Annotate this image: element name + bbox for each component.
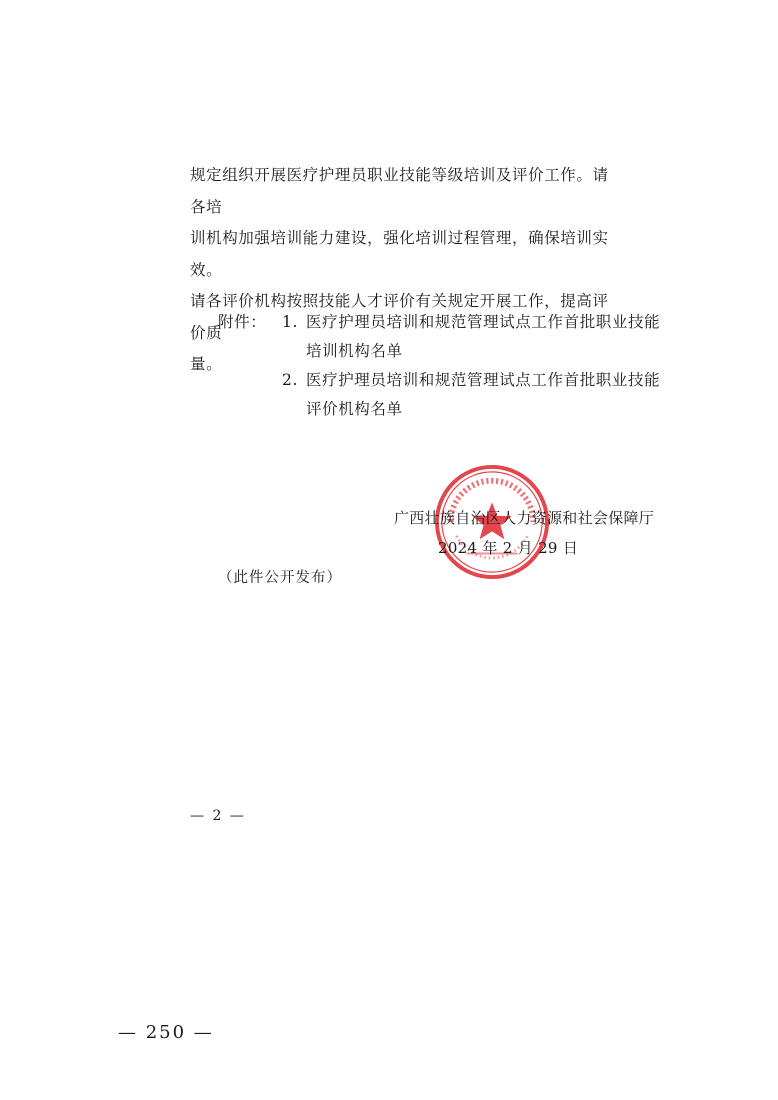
attachment-title-line: 评价机构名单 xyxy=(306,400,403,418)
attachment-title-line: 医疗护理员培训和规范管理试点工作首批职业技能 xyxy=(306,371,661,389)
attachment-item xyxy=(218,308,661,366)
paragraph-line: 规定组织开展医疗护理员职业技能等级培训及评价工作。请各培 xyxy=(190,166,609,216)
issue-date: 2024 年 2 月 29 日 xyxy=(438,539,579,557)
attachments-list xyxy=(218,308,661,424)
attachment-title-line: 培训机构名单 xyxy=(306,342,403,360)
signature-block xyxy=(394,506,655,560)
book-page-number: — 250 — xyxy=(118,1022,214,1043)
paragraph-line: 训机构加强培训能力建设，强化培训过程管理，确保培训实效。 xyxy=(190,229,609,279)
attachment-item xyxy=(218,366,661,424)
publication-note: （此件公开发布） xyxy=(218,570,342,586)
attachment-number: 1. xyxy=(282,313,298,331)
attachments-label: 附件： xyxy=(218,313,267,331)
page-number: — 2 — xyxy=(190,808,246,824)
attachment-title-line: 医疗护理员培训和规范管理试点工作首批职业技能 xyxy=(306,313,661,331)
issuing-organization: 广西壮族自治区人力资源和社会保障厅 xyxy=(394,509,655,527)
paragraph-line: 请各评价机构按照技能人才评价有关规定开展工作，提高评价质 xyxy=(190,292,609,342)
attachment-number: 2. xyxy=(282,371,298,389)
paragraph-line: 量。 xyxy=(190,355,223,373)
